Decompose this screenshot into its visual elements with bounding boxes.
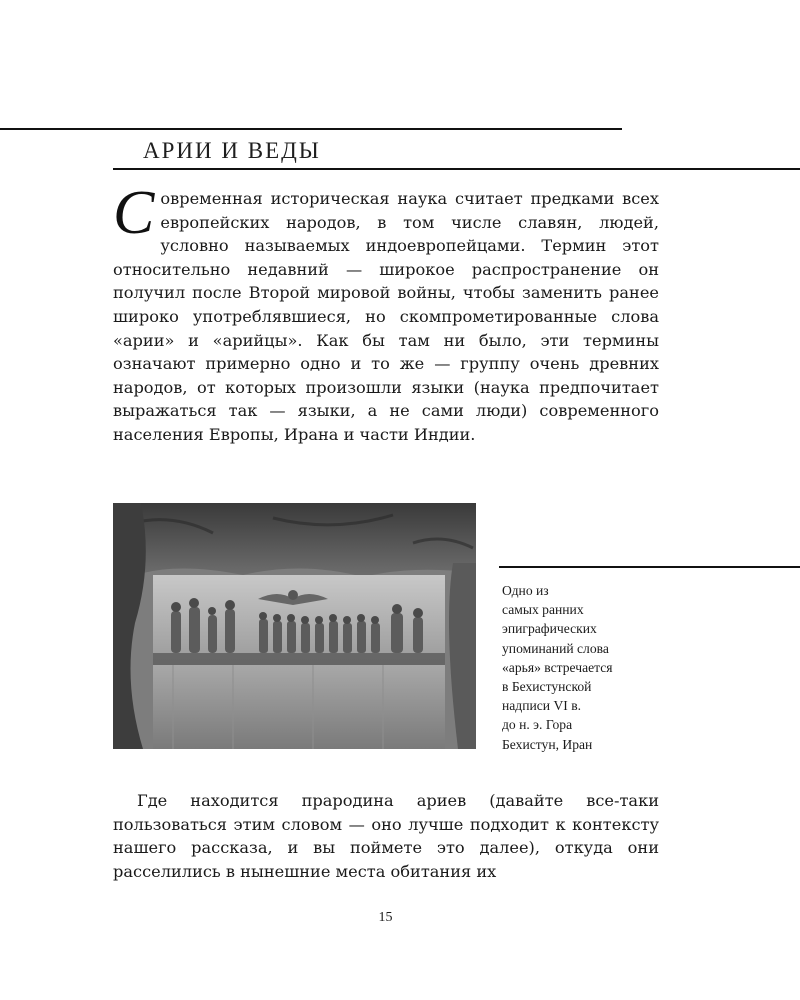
page-number: 15 xyxy=(378,910,393,925)
caption-rule xyxy=(499,566,800,568)
caption-line: «арья» встречается xyxy=(502,659,613,675)
caption-line: самых ранних xyxy=(502,602,584,618)
caption-line: надписи VI в. xyxy=(502,698,582,714)
chapter-title: АРИИ И ВЕДЫ xyxy=(143,138,321,163)
caption-line: эпиграфических xyxy=(502,621,597,637)
caption-line: в Бехистунской xyxy=(502,679,592,695)
paragraph-homeland: Где находится прародина ариев (давайте все-таки пользоваться этим словом — оно лучше подходит к контексту нашего рассказа, и вы поймете это далее), откуда они расселились в нынешние места обитания их xyxy=(113,791,659,881)
paragraph-intro-text: овременная историческая наука считает предками всех европейских народов, в том числе славян, людей, условно называемых индоевропейцами. Термин этот относительно недавний — широкое распространение он получил после Второй мировой войны, чтобы заменить ранее широко употреблявшиеся, но скомпрометированные слова «арии» и «арийцы». Как бы там ни было, эти термины означают примерно одно и то же — группу очень древних народов, от которых произошли языки (наука предпочитает выражаться так — языки, а не сами люди) современного населения Европы, Ирана и части Индии. xyxy=(113,189,659,444)
caption-line: Одно из xyxy=(502,583,549,598)
caption-line: до н. э. Гора xyxy=(502,717,573,733)
top-rule xyxy=(0,128,622,130)
title-rule xyxy=(113,168,800,170)
behistun-relief-photo xyxy=(113,503,476,749)
drop-cap: С xyxy=(113,179,155,247)
figure-caption xyxy=(502,581,692,754)
paragraph-intro xyxy=(113,179,659,487)
caption-line: Бехистун, Иран xyxy=(502,736,593,752)
caption-line: упоминаний слова xyxy=(502,640,609,656)
